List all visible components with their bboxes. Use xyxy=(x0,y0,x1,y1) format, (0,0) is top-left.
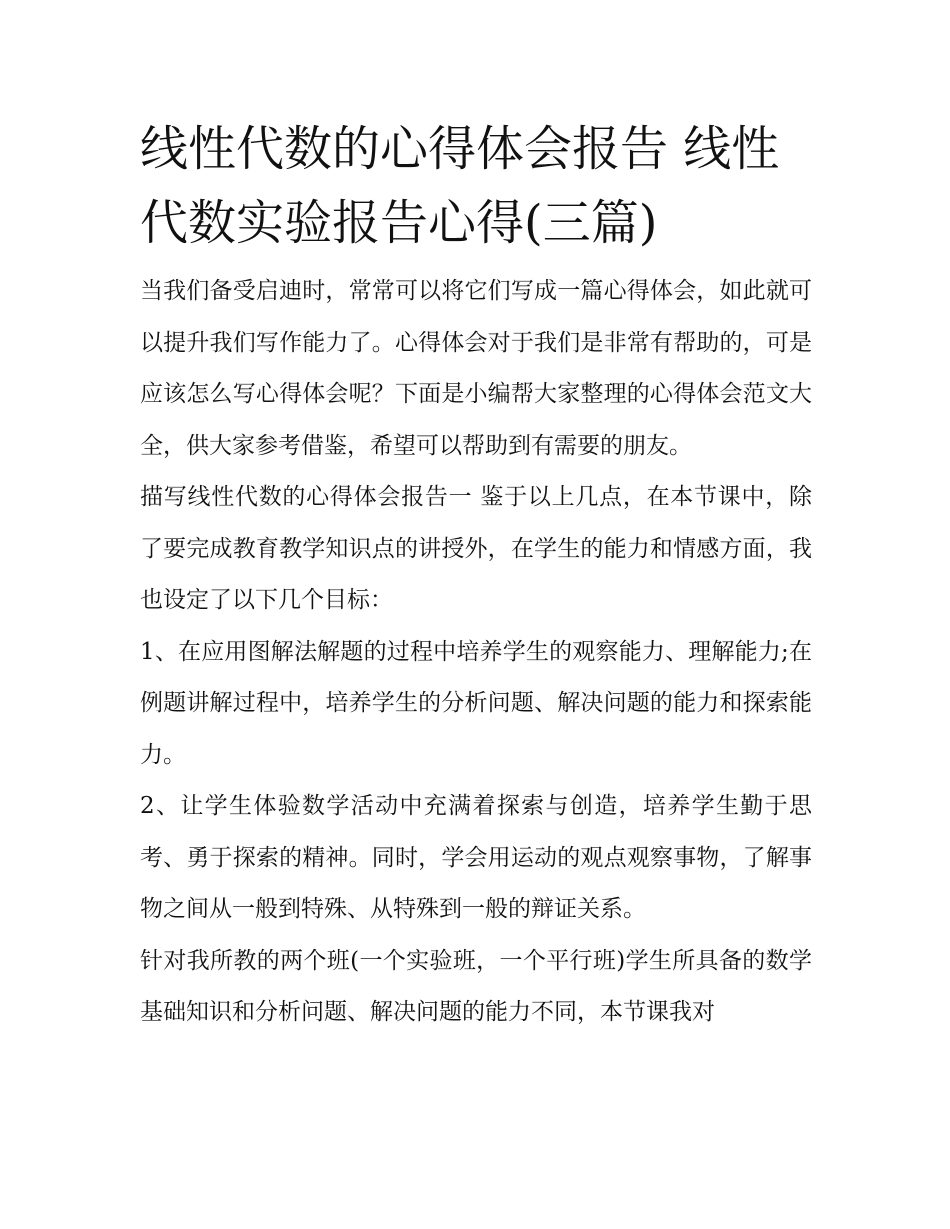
report-one-paragraph: 描写线性代数的心得体会报告一 鉴于以上几点，在本节课中，除了要完成教育教学知识点的讲授外，在学生的能力和情感方面，我也设定了以下几个目标： xyxy=(140,484,812,613)
goal-one-paragraph: 1、在应用图解法解题的过程中培养学生的观察能力、理解能力;在例题讲解过程中，培养学生的分析问题、解决问题的能力和探索能力。 xyxy=(140,638,812,768)
document-page xyxy=(140,112,812,1039)
class-comparison-paragraph: 针对我所教的两个班(一个实验班，一个平行班)学生所具备的数学基础知识和分析问题、解决问题的能力不同，本节课我对 xyxy=(140,947,812,1025)
document-title: 线性代数的心得体会报告 线性代数实验报告心得(三篇) xyxy=(140,121,780,251)
intro-paragraph: 当我们备受启迪时，常常可以将它们写成一篇心得体会，如此就可以提升我们写作能力了。心得体会对于我们是非常有帮助的，可是应该怎么写心得体会呢？下面是小编帮大家整理的心得体会范文大全，供大家参考借鉴，希望可以帮助到有需要的朋友。 xyxy=(140,278,812,459)
goal-two-paragraph: 2、让学生体验数学活动中充满着探索与创造，培养学生勤于思考、勇于探索的精神。同时，学会用运动的观点观察事物，了解事物之间从一般到特殊、从特殊到一般的辩证关系。 xyxy=(140,793,812,922)
